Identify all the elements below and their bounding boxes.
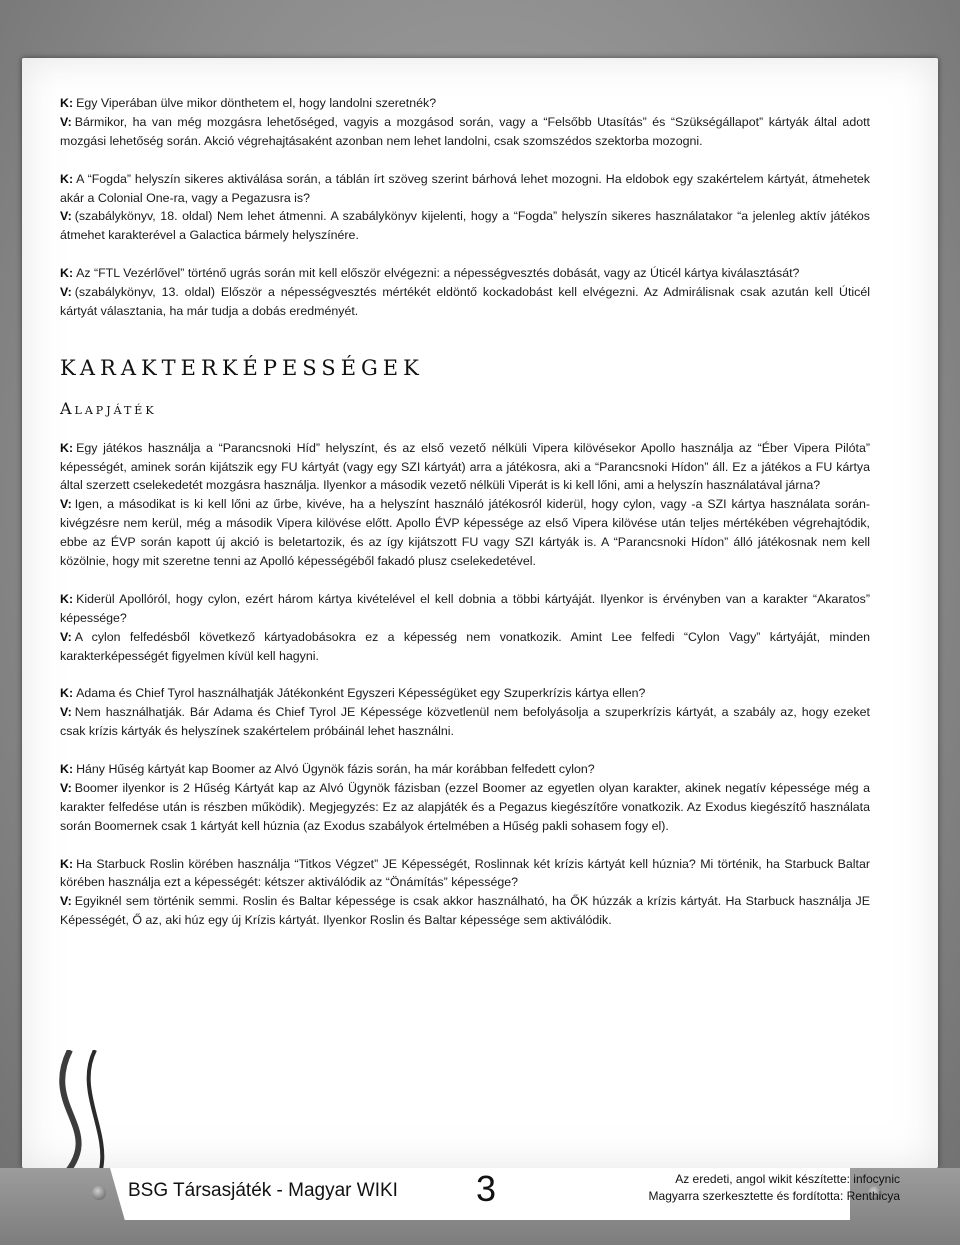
answer-text: (szabálykönyv, 13. oldal) Először a népességvesztés mértékét eldöntő kockadobást kell elvégezni. Az Admirálisnak csak azután kell Úticél kártyát választania, ha már tudja a dobás eredményét. bbox=[60, 285, 870, 318]
answer-label: V: bbox=[60, 497, 72, 512]
qa-item bbox=[60, 94, 870, 151]
answer-label: V: bbox=[60, 285, 72, 300]
qa-item bbox=[60, 590, 870, 666]
qa-item bbox=[60, 439, 870, 571]
question-text: Egy játékos használja a “Parancsnoki Híd” helyszínt, és az első vezető nélküli Vipera kilövésekor Apollo használja az “Éber Vipera Pilóta” képességét, aminek során kijátszik egy FU kártyát (vagy egy SZI kártyát) arra a játékosra, aki a “Parancsnoki Hídon” áll. Ez a játékos a FU kártya által szerzett cselekedetét mozgásra használja. Ilyenkor a második vezető nélküli Viperát is ki kell lőni, ami a helyszín használatával járna? bbox=[60, 440, 870, 493]
credit-line: Az eredeti, angol wikit készítette: infocynic bbox=[675, 1172, 900, 1186]
answer-text: Bármikor, ha van még mozgásra lehetőséged, vagyis a mozgásod során, vagy a “Felsőbb Utasítás” és “Szükségállapot” kártyák által adott mozgási lehetőség során. Akció végrehajtásaként azonban nem lehet landolni, csak szomszédos szektorba mozogni. bbox=[60, 114, 870, 148]
answer bbox=[60, 892, 870, 930]
answer bbox=[60, 207, 870, 245]
question-label: K: bbox=[60, 686, 74, 701]
answer-text: Egyiknél sem történik semmi. Roslin és Baltar képessége is csak akkor használható, ha ŐK húzzák a krízis kártyát. Ha Starbuck használja JE Képességét, Ő az, aki húz egy új Krízis kártyát. Ilyenkor Roslin és Baltar képessége sem aktiválódik. bbox=[60, 894, 870, 928]
page-number: 3 bbox=[476, 1168, 497, 1209]
answer bbox=[60, 283, 870, 321]
answer bbox=[60, 703, 870, 741]
answer-label: V: bbox=[60, 209, 72, 224]
answer-label: V: bbox=[60, 894, 72, 909]
question bbox=[60, 264, 870, 283]
footer-credits bbox=[570, 1171, 900, 1205]
section-title: KARAKTERKÉPESSÉGEK bbox=[60, 355, 424, 380]
question bbox=[60, 94, 870, 113]
qa-item bbox=[60, 170, 870, 246]
question-label: K: bbox=[60, 266, 74, 281]
question bbox=[60, 760, 870, 779]
bolt-icon bbox=[92, 1186, 106, 1200]
question bbox=[60, 684, 870, 703]
qa-item bbox=[60, 684, 870, 741]
question-label: K: bbox=[60, 171, 74, 186]
answer-text: Igen, a másodikat is ki kell lőni az űrbe, kivéve, ha a helyszínt használó játékosról kiderül, hogy cylon, vagy -a SZI kártya használata során- kivégzésre nem kerül, még a második Vipera kilövése előtt. Apollo ÉVP képessége az első Vipera kilövése után teljes mértékében végrehajtódik, ebbe az ÉVP során kapott új akció is beletartozik, és az így kijátszott FU vagy SZI kártyák is. A “Parancsnoki Hídon” álló játékosnak nem kell közölnie, hogy mit szeretne tenni az Apolló képességéből fakadó plusz cselekedetével. bbox=[60, 497, 870, 569]
question bbox=[60, 590, 870, 628]
footer-title: BSG Társasjáték - Magyar WIKI bbox=[128, 1180, 398, 1201]
answer bbox=[60, 628, 870, 666]
question-label: K: bbox=[60, 856, 74, 871]
question-text: Kiderül Apollóról, hogy cylon, ezért három kártya kivételével el kell dobnia a többi kártyáját. Ilyenkor is érvényben van a karakter “Akaratos” képessége? bbox=[60, 591, 870, 625]
question-text: Ha Starbuck Roslin körében használja “Titkos Végzet” JE Képességét, Roslinnak két krízis kártyát kell húznia? Mi történik, ha Starbuck Baltar körében használja ezt a képességét: kétszer aktiválódik az “Önámítás” képessége? bbox=[60, 856, 870, 890]
answer-label: V: bbox=[60, 114, 72, 129]
answer-text: Boomer ilyenkor is 2 Hűség Kártyát kap az Alvó Ügynök fázisban (ezzel Boomer az egyetlen olyan karakter, akinek negatív képessége még a karakter felfedése után is részben működik). Megjegyzés: Ez az alapjáték és a Pegazus kiegészítőre vonatkozik. Az Exodus kiegészítő használata során Boomernek csak 1 kártyát kell húznia (az Exodus szabályok értelmében a Hűség pakli sohasem fogy el). bbox=[60, 780, 870, 833]
answer-label: V: bbox=[60, 780, 72, 795]
answer-label: V: bbox=[60, 705, 72, 720]
question-text: A “Fogda” helyszín sikeres aktiválása során, a táblán írt szöveg szerint bárhová lehet mozogni. Ha eldobok egy szakértelem kártyát, átmehetek akár a Colonial One-ra, vagy a Pegazusra is? bbox=[60, 171, 870, 205]
answer-text: Nem használhatják. Bár Adama és Chief Tyrol JE Képessége közvetlenül nem befolyásolja a szuperkrízis kártyát, a szabály az, hogy ezeket csak krízis kártyák és helyszínek szakértelem próbáinál lehet használni. bbox=[60, 705, 870, 739]
credit-line: Magyarra szerkesztette és fordította: Renthicya bbox=[648, 1189, 900, 1203]
question-text: Egy Viperában ülve mikor dönthetem el, hogy landolni szeretnék? bbox=[76, 96, 437, 110]
question-label: K: bbox=[60, 762, 74, 777]
qa-item bbox=[60, 855, 870, 931]
answer bbox=[60, 495, 870, 571]
question-text: Az “FTL Vezérlővel” történő ugrás során mit kell először elvégezni: a népességvesztés dobását, vagy az Úticél kártya kiválasztását? bbox=[76, 266, 800, 281]
question bbox=[60, 170, 870, 208]
subsection-title: Alapjáték bbox=[60, 398, 157, 418]
question bbox=[60, 439, 870, 496]
qa-item bbox=[60, 264, 870, 321]
answer-label: V: bbox=[60, 629, 72, 644]
answer-text: (szabálykönyv, 18. oldal) Nem lehet átmenni. A szabálykönyv kijelenti, hogy a “Fogda” helyszín sikeres használatakor “a jelenleg aktív játékos átmehet karakterével a Galactica bármely helyszínére. bbox=[60, 209, 870, 243]
question-text: Hány Hűség kártyát kap Boomer az Alvó Ügynök fázis során, ha már korábban felfedett cylon? bbox=[76, 762, 595, 777]
answer bbox=[60, 113, 870, 151]
document-body bbox=[60, 94, 870, 949]
question-label: K: bbox=[60, 440, 74, 455]
question bbox=[60, 855, 870, 893]
answer-text: A cylon felfedésből következő kártyadobásokra ez a képesség nem vonatkozik. Amint Lee felfedi “Cylon Vagy” kártyáját, minden karakterképességét figyelmen kívül kell hagyni. bbox=[60, 629, 870, 663]
question-label: K: bbox=[60, 591, 74, 606]
answer bbox=[60, 779, 870, 836]
question-text: Adama és Chief Tyrol használhatják Játékonként Egyszeri Képességüket egy Szuperkrízis kártya ellen? bbox=[76, 686, 646, 701]
qa-item bbox=[60, 760, 870, 836]
question-label: K: bbox=[60, 96, 74, 110]
